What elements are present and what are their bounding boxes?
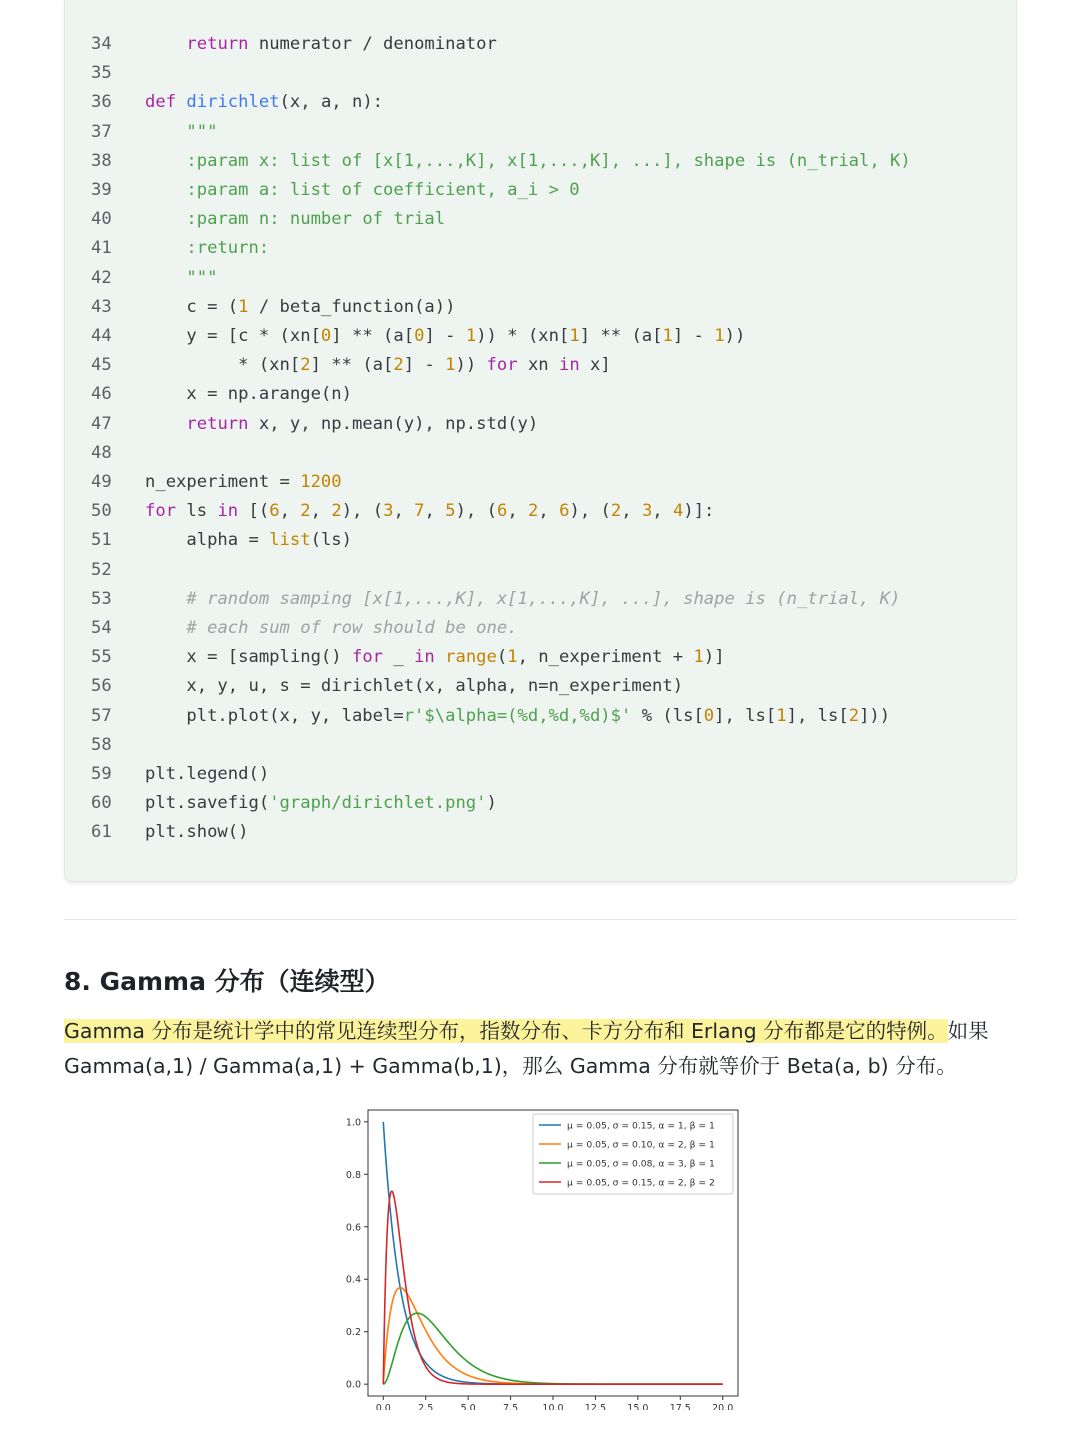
code-line: [65, 293, 1015, 322]
line-number: 34: [91, 34, 112, 54]
paragraph-text: 如果 Gamma(a,1) / Gamma(a,1) + Gamma(b,1)，那么 Gamma 分布就等价于 Beta(a, b) 分布。: [64, 1019, 989, 1078]
code-text: return numerator / denominator: [186, 34, 497, 54]
code-line: [65, 439, 1015, 468]
line-number: 61: [91, 822, 112, 843]
code-line: [65, 205, 1015, 234]
highlighted-text: Gamma 分布是统计学中的常见连续型分布，指数分布、卡方分布和 Erlang 分布都是它的特例。: [64, 1019, 948, 1043]
line-number: 44: [91, 326, 112, 346]
section-paragraph: [64, 1014, 1024, 1084]
code-text: :param n: number of trial: [186, 209, 446, 230]
code-text: y = [c * (xn[0] ** (a[0] - 1)) * (xn[1] ** (a[1] - 1)): [145, 326, 746, 346]
line-number: 49: [91, 472, 112, 492]
code-text: """: [186, 121, 218, 142]
legend-label: μ = 0.05, σ = 0.10, α = 2, β = 1: [567, 1139, 715, 1151]
code-line: [65, 702, 1015, 731]
line-number: 37: [91, 121, 112, 142]
code-text: plt.show(): [145, 822, 249, 843]
line-number: 43: [91, 296, 112, 317]
line-number: 39: [91, 180, 112, 200]
code-text: x = np.arange(n): [145, 384, 352, 405]
line-number: 60: [91, 793, 112, 814]
code-line: [65, 264, 1015, 293]
code-line: [65, 118, 1015, 147]
code-line: [65, 643, 1015, 672]
line-number: 45: [91, 355, 112, 376]
x-tick-label: 2.5: [418, 1403, 434, 1410]
code-line: [65, 672, 1015, 701]
code-text: :return:: [186, 238, 270, 259]
code-line: [65, 147, 1015, 176]
line-number: 57: [91, 705, 112, 726]
line-number: 36: [91, 92, 112, 113]
code-text: alpha = list(ls): [145, 530, 352, 551]
code-text: plt.legend(): [145, 764, 270, 784]
y-tick-label: 0.0: [345, 1379, 361, 1391]
legend-label: μ = 0.05, σ = 0.15, α = 1, β = 1: [567, 1120, 715, 1132]
code-text: plt.plot(x, y, label=r'$\alpha=(%d,%d,%d)$' % (ls[0], ls[1], ls[2])): [145, 705, 891, 726]
code-text: for ls in [(6, 2, 2), (3, 7, 5), (6, 2, 6), (2, 3, 4)]:: [145, 501, 715, 522]
code-line: [65, 614, 1015, 643]
code-text: n_experiment = 1200: [145, 472, 342, 492]
code-line: [65, 497, 1015, 526]
x-tick-label: 5.0: [460, 1403, 476, 1410]
line-number: 48: [91, 442, 112, 463]
line-number: 35: [91, 63, 112, 84]
code-line: [65, 585, 1015, 614]
line-number: 46: [91, 384, 112, 405]
line-number: 47: [91, 413, 112, 434]
line-number: 50: [91, 501, 112, 522]
code-line: [65, 30, 1015, 59]
section-title: 8. Gamma 分布（连续型）: [64, 967, 390, 996]
code-line: [65, 234, 1015, 263]
code-text: x = [sampling() for _ in range(1, n_experiment + 1)]: [145, 647, 725, 668]
legend-label: μ = 0.05, σ = 0.08, α = 3, β = 1: [567, 1158, 715, 1170]
line-number: 55: [91, 647, 112, 668]
code-text: * (xn[2] ** (a[2] - 1)) for xn in x]: [145, 355, 611, 376]
line-number: 52: [91, 559, 112, 580]
legend-label: μ = 0.05, σ = 0.15, α = 2, β = 2: [567, 1177, 715, 1189]
code-line: [65, 410, 1015, 439]
code-line: [65, 526, 1015, 555]
code-text: def dirichlet(x, a, n):: [145, 92, 384, 113]
y-tick-label: 0.4: [345, 1274, 361, 1286]
line-number: 42: [91, 267, 112, 288]
code-line: [65, 818, 1015, 847]
x-tick-label: 17.5: [669, 1403, 691, 1410]
code-text: """: [186, 267, 218, 288]
y-tick-label: 0.8: [345, 1169, 361, 1181]
line-number: 41: [91, 238, 112, 259]
line-number: 59: [91, 764, 112, 784]
y-tick-label: 0.2: [345, 1327, 361, 1339]
code-line: [65, 380, 1015, 409]
line-number: 54: [91, 618, 112, 638]
code-text: return x, y, np.mean(y), np.std(y): [186, 413, 539, 434]
code-line: [65, 731, 1015, 760]
code-text: x, y, u, s = dirichlet(x, alpha, n=n_experiment): [145, 676, 684, 697]
gamma-distribution-chart: [330, 1100, 750, 1410]
code-block: [64, 0, 1017, 882]
code-line: [65, 322, 1015, 351]
x-tick-label: 12.5: [584, 1403, 607, 1410]
line-number: 56: [91, 676, 112, 697]
code-text: c = (1 / beta_function(a)): [145, 296, 456, 317]
x-tick-label: 0.0: [375, 1403, 391, 1410]
y-tick-label: 1.0: [345, 1117, 361, 1129]
divider: [64, 919, 1017, 920]
code-text: :param x: list of [x[1,...,K], x[1,...,K], ...], shape is (n_trial, K): [186, 150, 911, 171]
code-text: # each sum of row should be one.: [186, 618, 518, 638]
x-tick-label: 20.0: [712, 1403, 734, 1410]
line-number: 51: [91, 530, 112, 551]
code-text: # random samping [x[1,...,K], x[1,...,K], ...], shape is (n_trial, K): [186, 588, 901, 609]
x-tick-label: 10.0: [542, 1403, 564, 1410]
chart-svg: [330, 1100, 750, 1410]
code-line: [65, 789, 1015, 818]
line-number: 40: [91, 209, 112, 230]
line-number: 53: [91, 588, 112, 609]
code-line: [65, 760, 1015, 789]
line-number: 38: [91, 150, 112, 171]
code-line: [65, 59, 1015, 88]
code-line: [65, 556, 1015, 585]
code-line: [65, 351, 1015, 380]
code-line: [65, 88, 1015, 117]
code-text: plt.savefig('graph/dirichlet.png'): [145, 793, 497, 814]
code-line: [65, 468, 1015, 497]
line-number: 58: [91, 734, 112, 755]
x-tick-label: 15.0: [627, 1403, 649, 1410]
y-tick-label: 0.6: [345, 1222, 361, 1234]
x-tick-label: 7.5: [503, 1403, 519, 1410]
code-text: :param a: list of coefficient, a_i > 0: [186, 180, 580, 200]
code-line: [65, 176, 1015, 205]
